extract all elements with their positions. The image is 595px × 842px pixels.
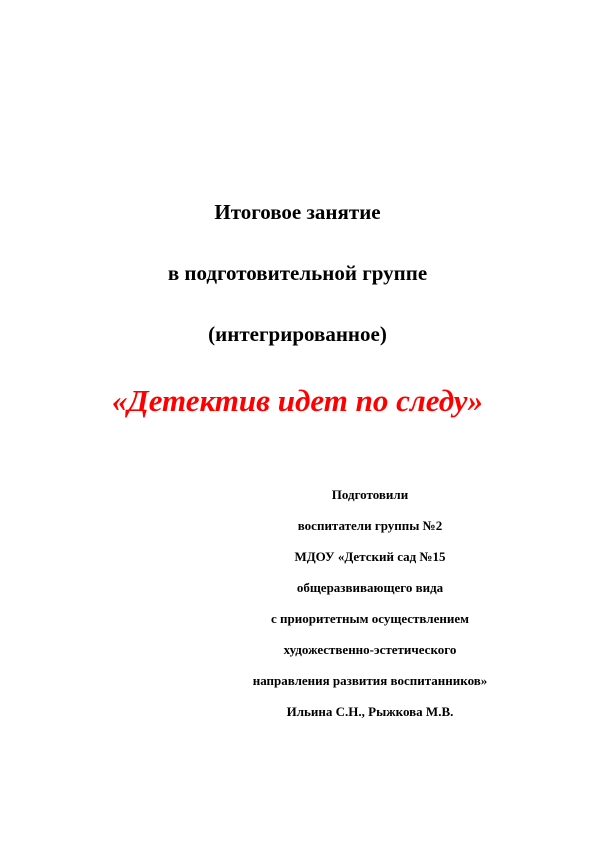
credits-teachers: воспитатели группы №2 — [297, 518, 443, 533]
title-line-2: в подготовительной группе — [167, 261, 428, 285]
credits-block — [220, 486, 520, 734]
credits-development: направления развития воспитанников» — [252, 673, 488, 688]
credits-priority: с приоритетным осуществлением — [271, 611, 469, 626]
credits-prepared-by: Подготовили — [331, 487, 409, 502]
credits-authors: Ильина С.Н., Рыжкова М.В. — [286, 704, 454, 719]
title-line-1: Итоговое занятие — [214, 200, 381, 224]
credits-institution: МДОУ «Детский сад №15 — [294, 549, 446, 564]
credits-direction: художественно-эстетического — [283, 642, 457, 657]
event-title: «Детектив идет по следу» — [112, 383, 483, 418]
credits-type: общеразвивающего вида — [296, 580, 444, 595]
title-line-3: (интегрированное) — [208, 322, 387, 346]
